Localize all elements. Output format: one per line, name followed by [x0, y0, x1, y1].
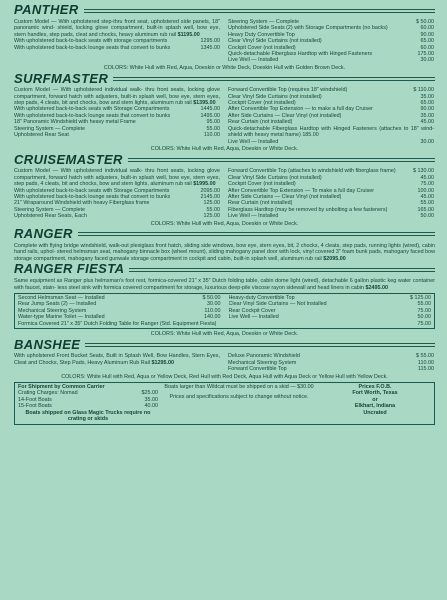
- fiesta-section: [14, 262, 435, 337]
- header-rule: [129, 268, 435, 272]
- price-row: Heavy-duty Convertible Top $ 125.00: [228, 295, 431, 301]
- price-row: 21" Wraparound Windshield with heavy Fiberglass frame 125.00: [14, 200, 220, 207]
- shipping-note: Boats shipped on Glass Magic Trucks require no crating or skids: [25, 409, 151, 423]
- banshee-section: [14, 337, 435, 380]
- price-row: Live Well — Installed 50.00: [228, 213, 434, 220]
- price-row: With upholstered back-to-back seats with Storage Compartments 2095.00: [14, 187, 220, 194]
- price-row: Water-type Marine Toilet — Installed 140.00: [18, 314, 221, 321]
- surfmaster-left: [14, 87, 220, 145]
- price-row: Mechanical Steering System 110.00: [18, 307, 221, 314]
- fob-line: Uncrated: [363, 409, 387, 416]
- price-row: With upholstered back-to-back lounge seats that convert to bunks 1345.00: [14, 44, 220, 51]
- price-row: 18" Panoramic Windshield with heavy metal Frame 95.00: [14, 119, 220, 126]
- surfmaster-colors: COLORS: White Hull with Red, Aqua, Doeskin or White Deck.: [150, 145, 299, 152]
- price-row: Rear Cockpit Cover 75.00: [228, 307, 431, 314]
- price-row: With upholstered back-to-back seats with storage compartments 1295.00: [14, 38, 220, 45]
- price-row: Live Well — Installed 30.00: [228, 57, 434, 64]
- cruisemaster-title: CRUISEMASTER: [14, 151, 123, 167]
- panther-colors: COLORS: White Hull with Red, Aqua, Doeskin or White Deck, Doeskin Hull with Golden Brown Deck.: [103, 64, 346, 71]
- cruisemaster-colors: COLORS: White Hull with Red, Aqua, Doeskin or White Deck.: [150, 220, 299, 227]
- ranger-section: [14, 227, 435, 262]
- price-row: 14-Foot Boats 35.00: [18, 396, 158, 403]
- price-row: Deluxe Panoramic Windshield $ 55.00: [228, 353, 434, 360]
- price-row: With upholstered back-to-back lounge seats that convert to bunks 1495.00: [14, 112, 220, 119]
- ranger-header: [14, 227, 435, 242]
- banshee-desc: With upholstered Front Bucket Seats, Built in Splash Well, Bow Handles, Stern Eyes, Cleat and Chocks, Step Pads, Heavy Aluminum Rub Rail $1295.00: [14, 353, 220, 366]
- price-row: After Side Curtains — Clear Vinyl (not installed) 45.00: [228, 193, 434, 200]
- price-row: Forward Convertible Top (attaches to windshield with fiberglass frame) $ 130.00: [228, 168, 434, 175]
- price-row: Rear Curtain (not installed) 45.00: [228, 119, 434, 126]
- fob-line: or: [372, 396, 378, 403]
- price-row: Upholstered Rear Seat 110.00: [14, 132, 220, 139]
- price-row: Steering System — Complete $ 50.00: [228, 19, 434, 25]
- fiesta-options-box: [14, 293, 435, 329]
- panther-section: [14, 3, 435, 71]
- banshee-header: [14, 337, 435, 352]
- price-row: Formica Covered 21" x 35" Dutch Folding Table for Ranger (Std. Equipment Fiesta) 75.00: [18, 320, 431, 327]
- price-row: Rear Jump Seats (2) — Installed 30.00: [18, 301, 221, 308]
- shipping-middle: [164, 384, 314, 422]
- cruisemaster-left: [14, 168, 220, 219]
- price-row: Mechanical Steering System 110.00: [228, 359, 434, 366]
- cruisemaster-header: [14, 152, 435, 167]
- banshee-title: BANSHEE: [14, 336, 81, 352]
- ranger-title: RANGER: [14, 226, 73, 242]
- price-row: Cockpit Cover (not installed) 75.00: [228, 181, 434, 188]
- price-row: Quick-detachable Fiberglass Hardtop with Hinged Fasteners (attaches to 18" wind- shield with heavy metal frame) 185.00: [228, 125, 434, 139]
- price-row: Live Well — Installed 50.00: [228, 314, 431, 321]
- change-note: Prices and specifications subject to change without notice.: [169, 394, 309, 401]
- skid-note: Boats larger than Wildcat must be shipped on a skid — $30.00: [164, 384, 314, 391]
- fiesta-title: RANGER FIESTA: [14, 261, 125, 277]
- panther-header: [14, 3, 435, 18]
- surfmaster-custom-desc: Custom Model — With upholstered individual walk- thru front seats, locking glove compartment, forward hatch with adjusters, built-in splash well, bow eye, stern eyes, step pads, 4 cleats, bit and chocks, bow and stern lights, aluminum rub rail $1395.00: [14, 87, 220, 107]
- panther-right: [228, 19, 434, 64]
- fob-line: Elkhart, Indiana: [354, 403, 396, 410]
- price-row: Second Helmsman Seat — Installed $ 50.00: [18, 295, 221, 301]
- surfmaster-title: SURFMASTER: [14, 70, 109, 86]
- price-row: Quick-detachable Fiberglass Hardtop with Hinged Fasteners 175.00: [228, 51, 434, 58]
- price-row: After Side Curtains — Clear Vinyl (not installed) 35.00: [228, 112, 434, 119]
- fiesta-left: [18, 295, 221, 321]
- price-row: With upholstered back-to-back seats with Storage Compartments 1445.00: [14, 106, 220, 113]
- price-row: With upholstered back-to-back lounge seats that convert to bunks 2145.00: [14, 193, 220, 200]
- price-row: Heavy Duty Convertible Top 90.00: [228, 31, 434, 38]
- banshee-right: [228, 353, 434, 372]
- price-row: Clear Vinyl Side Curtains (not installed) 65.00: [228, 38, 434, 45]
- fiesta-right: [229, 295, 432, 321]
- price-row: Steering System — Complete 55.00: [14, 206, 220, 213]
- price-row: Steering System — Complete 55.00: [14, 125, 220, 132]
- price-row: Fiberglass Hardtop (may be removed by unbolting a few fasteners) 165.00: [228, 206, 434, 213]
- price-row: After Convertible Top Extension — to make a full day Cruiser 90.00: [228, 106, 434, 113]
- shipping-box: [14, 382, 435, 424]
- price-row: After Convertible Top Extension — To make a full day Cruiser 100.00: [228, 187, 434, 194]
- price-row: Clear Vinyl Side Curtains (not installed) 45.00: [228, 174, 434, 181]
- fiesta-desc: Same equipment as Ranger plus helmsman's foot rest, formica-covered 21" x 35" Dutch folding table, cabin dome light (wired), detachable 6 gallon plastic keg water container with faucet, stain- less steel sink with formica covered compartment for storage, luxurious deep-pile viscose rayon sidewall and head liners in cabin $2495.00: [14, 278, 435, 291]
- surfmaster-right: [228, 87, 434, 145]
- price-row: Rear Curtain (not installed) 55.00: [228, 200, 434, 207]
- banshee-colors: COLORS: White Hull with Red, Aqua or Yellow Deck, Red Hull with Red Deck, Aqua Hull with Aqua Deck or Yellow Hull with Yellow Deck.: [61, 373, 388, 380]
- fiesta-header: [14, 262, 435, 277]
- price-row: Forward Convertible Top (requires 18" windshield) $ 110.00: [228, 87, 434, 94]
- cruisemaster-custom-desc: Custom Model — With upholstered individual walk- thru front seats, locking glove compartment, forward hatch with adjusters, built-in splash well, bow eye, stern eyes, step pads, 4 cleats, bit and chocks, bow and stern lights, aluminum rub rail $1995.00: [14, 168, 220, 188]
- cruisemaster-right: [228, 168, 434, 219]
- panther-left: [14, 19, 220, 64]
- fob-line: Prices F.O.B.: [358, 384, 392, 391]
- panther-custom-desc: Custom Model — With upholstered step-thru front seat, upholstered side panels, 18" panoramic wind- shield, locking glove compartment, built-in splash well, bow eye, stern handles, step pads, cleat and chocks, heavy aluminum rub rail $1195.00: [14, 19, 220, 38]
- price-row: Upholstered Rear Seats, Each 125.00: [14, 213, 220, 220]
- shipping-heading: For Shipment by Common Carrier: [18, 384, 105, 391]
- panther-title: PANTHER: [14, 2, 79, 18]
- header-rule: [84, 9, 435, 13]
- header-rule: [128, 158, 435, 162]
- price-row: Cockpit Cover (not installed) 65.00: [228, 100, 434, 107]
- banshee-left: [14, 353, 220, 372]
- price-row: Forward Convertible Top 115.00: [228, 366, 434, 373]
- price-row: Upholstered Side Seats (2) with Storage Compartments (no backs) 60.00: [228, 25, 434, 32]
- price-row: Clear Vinyl Side Curtains — Not Installed 55.00: [228, 301, 431, 308]
- fob-block: [320, 384, 430, 422]
- header-rule: [78, 232, 435, 236]
- ranger-desc: Complete with flying bridge windshield, walk-out plexiglass front hatch, sliding side windows, bow eye, stern eyes, bit, 2 chocks, 4 cleats, step pads, running lights (wired), cabin hand rails, uphol- stered helmsman seat, mahogany binnacle box (wheel mount), sliding mahogany panel door with lock, vinyl covered 3" foam bunk pads, mahogany faced bow storage compartment, mahogany faced gunwale storage compartment in cockpit and cabin, built-in splash well, aluminum rub rail $2095.00: [14, 242, 435, 262]
- price-row: Crating Charges: Nomad $25.00: [18, 390, 158, 397]
- price-row: 15-Foot Boats 40.00: [18, 403, 158, 410]
- fob-line: Fort Worth, Texas: [352, 390, 398, 397]
- price-row: Cockpit Cover (not installed) 60.00: [228, 44, 434, 51]
- header-rule: [85, 343, 435, 347]
- surfmaster-section: [14, 71, 435, 152]
- fiesta-colors: COLORS: White Hull with Red, Aqua, Doeskin or White Deck.: [150, 331, 299, 338]
- cruisemaster-section: [14, 152, 435, 227]
- shipping-crating: [18, 384, 158, 422]
- price-row: Clear Vinyl Side Curtains (not installed) 35.00: [228, 93, 434, 100]
- header-rule: [113, 77, 435, 81]
- surfmaster-header: [14, 71, 435, 86]
- price-row: Live Well — Installed 30.00: [228, 138, 434, 145]
